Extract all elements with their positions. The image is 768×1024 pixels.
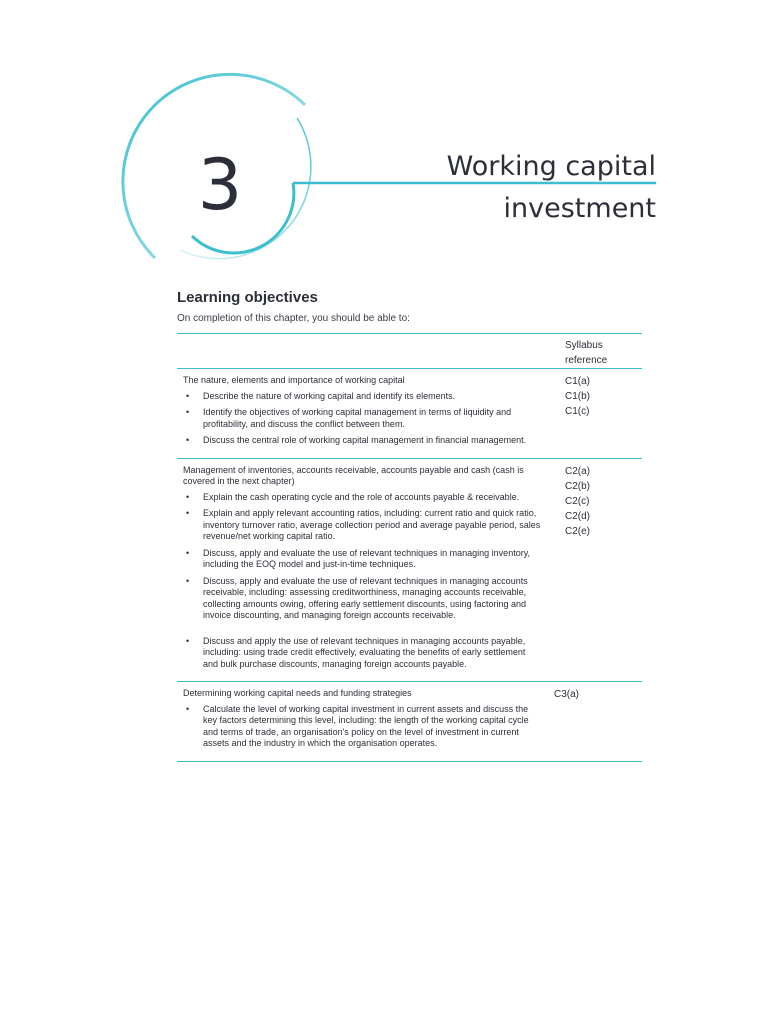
objective-list xyxy=(183,492,542,671)
syllabus-refs xyxy=(565,375,635,420)
syllabus-reference-header xyxy=(565,339,635,369)
table-row xyxy=(177,682,642,762)
table-header-row xyxy=(177,334,642,369)
objective-text: Explain the cash operating cycle and the role of accounts payable & receivable. xyxy=(203,491,520,502)
syllabus-ref: C2(a) xyxy=(565,465,591,477)
chapter-title-line2: investment xyxy=(503,193,656,224)
list-item xyxy=(183,435,542,447)
list-item xyxy=(183,576,542,622)
bullet-icon: • xyxy=(186,491,190,502)
section-title: Management of inventories, accounts receivable, accounts payable and cash (cash is covered in the next chapter) xyxy=(183,464,524,486)
bullet-icon: • xyxy=(186,435,190,445)
objective-text: Discuss, apply and evaluate the use of relevant techniques in managing accounts receivable, including: assessing creditworthiness, managing accounts receivable, collecting amounts owing, offering early settlement discounts, using factoring and invoice discounting, and managing foreign accounts receivable. xyxy=(203,575,528,620)
objective-text: Describe the nature of working capital and identify its elements. xyxy=(203,390,456,401)
syllabus-ref: C1(c) xyxy=(565,406,590,417)
list-item xyxy=(183,407,542,430)
syllabus-ref: C2(e) xyxy=(565,525,591,537)
syllabus-refs xyxy=(565,465,635,540)
chapter-number: 3 xyxy=(197,144,243,226)
list-item xyxy=(183,508,542,543)
chapter-title-line1: Working capital xyxy=(446,151,656,182)
objective-list xyxy=(183,391,542,447)
list-item xyxy=(183,704,542,750)
section-title: The nature, elements and importance of working capital xyxy=(183,375,405,385)
bullet-icon: • xyxy=(186,703,190,714)
learning-objectives-heading: Learning objectives xyxy=(177,289,318,306)
syllabus-ref: C2(d) xyxy=(565,510,591,522)
objective-list xyxy=(183,704,542,750)
objective-text: Explain and apply relevant accounting ratios, including: current ratio and quick ratio, inventory turnover ratio, average collection period and average payable period, sales revenue/net working capital ratio. xyxy=(203,508,541,541)
list-item xyxy=(183,391,542,403)
syllabus-ref: C2(c) xyxy=(565,495,590,507)
syllabus-refs xyxy=(554,688,624,703)
syllabus-ref: C2(b) xyxy=(565,480,591,492)
bullet-icon: • xyxy=(186,575,190,586)
learning-objectives-table xyxy=(177,333,642,762)
chapter-title xyxy=(447,146,656,230)
learning-objectives-intro: On completion of this chapter, you should be able to: xyxy=(177,313,410,324)
list-item xyxy=(183,548,542,571)
bullet-icon: • xyxy=(186,547,190,558)
bullet-icon: • xyxy=(186,635,190,646)
syllabus-ref: C1(b) xyxy=(565,391,591,402)
list-item xyxy=(183,492,542,504)
syllabus-ref: C1(a) xyxy=(565,376,591,387)
objective-text: Calculate the level of working capital investment in current assets and discuss the key factors determining this level, including: the length of the working capital cycle and terms of trade, an organisation's policy on the level of investment in current assets and the industry in which the organisation operates. xyxy=(203,703,529,748)
table-row xyxy=(177,459,642,683)
syllabus-ref: C3(a) xyxy=(554,689,580,700)
list-item xyxy=(183,636,542,671)
bullet-icon: • xyxy=(186,508,190,518)
objective-text: Identify the objectives of working capital management in terms of liquidity and profitability, and discuss the conflict between them. xyxy=(203,407,512,429)
bullet-icon: • xyxy=(186,390,190,401)
table-row xyxy=(177,369,642,459)
syllabus-header-line1: Syllabus xyxy=(565,340,603,351)
bullet-icon: • xyxy=(186,407,190,417)
objective-text: Discuss, apply and evaluate the use of relevant techniques in managing inventory, including the EOQ model and just-in-time techniques. xyxy=(203,547,531,569)
section-title: Determining working capital needs and funding strategies xyxy=(183,688,412,698)
objective-text: Discuss and apply the use of relevant techniques in managing accounts payable, including: using trade credit effectively, evaluating the benefits of early settlement and bulk purchase discounts, managing foreign accounts payable. xyxy=(203,635,526,669)
objective-text: Discuss the central role of working capital management in financial management. xyxy=(203,435,527,445)
syllabus-header-line2: reference xyxy=(565,355,608,366)
